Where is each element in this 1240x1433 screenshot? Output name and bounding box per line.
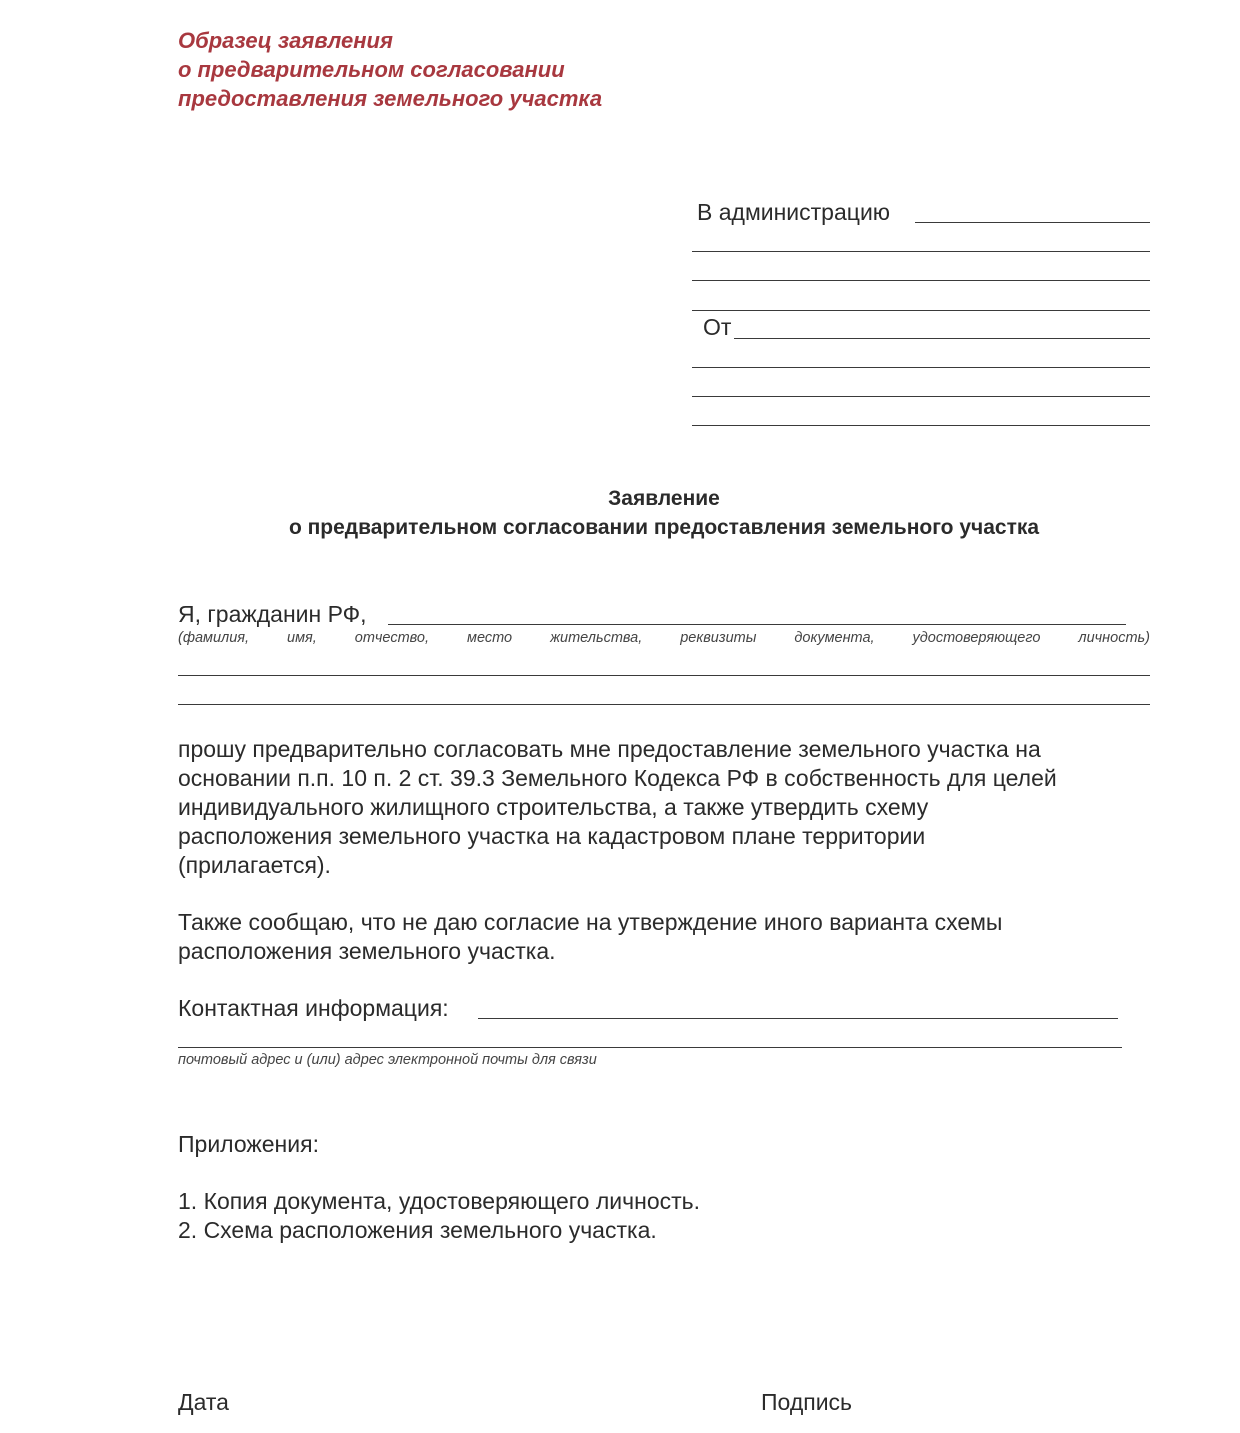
paragraph-line: индивидуального жилищного строительства, а также утвердить схему (178, 794, 929, 820)
hint-word: удостоверяющего (912, 630, 1041, 646)
applicant-field-line[interactable] (178, 675, 1150, 676)
paragraph-line: расположения земельного участка. (178, 938, 556, 964)
paragraph-line: прошу предварительно согласовать мне предоставление земельного участка на (178, 736, 1041, 762)
hint-word: отчество, (354, 630, 430, 646)
sample-title-line: Образец заявления (178, 28, 393, 53)
to-administration-label: В администрацию (697, 199, 891, 225)
hint-word: реквизиты (680, 630, 757, 646)
sample-title-line: предоставления земельного участка (178, 86, 603, 111)
from-field-line[interactable] (692, 367, 1150, 368)
hint-word: имя, (287, 630, 317, 646)
applicant-field-line[interactable] (178, 704, 1150, 705)
administration-field[interactable] (915, 222, 1150, 223)
attachments-label: Приложения: (178, 1131, 319, 1157)
from-label: От (703, 314, 732, 340)
applicant-hint (178, 630, 1150, 646)
from-field-line[interactable] (692, 396, 1150, 397)
contact-field-line[interactable] (178, 1047, 1122, 1048)
hint-word: жительства, (550, 630, 643, 646)
from-field-line[interactable] (692, 425, 1150, 426)
consent-paragraph (178, 908, 1158, 966)
paragraph-line: (прилагается). (178, 852, 331, 878)
hint-word: место (467, 630, 513, 646)
administration-field-line[interactable] (692, 251, 1150, 252)
contact-hint: почтовый адрес и (или) адрес электронной почты для связи (178, 1052, 597, 1068)
hint-word: личность) (1078, 630, 1150, 646)
sample-title (178, 26, 878, 113)
paragraph-line: основании п.п. 10 п. 2 ст. 39.3 Земельного Кодекса РФ в собственность для целей (178, 765, 1057, 791)
signature-label: Подпись (761, 1389, 853, 1415)
document-subtitle: о предварительном согласовании предоставления земельного участка (288, 516, 1040, 539)
paragraph-line: Также сообщаю, что не даю согласие на утверждение иного варианта схемы (178, 909, 1003, 935)
attachment-item: 1. Копия документа, удостоверяющего личность. (178, 1188, 701, 1214)
contact-label: Контактная информация: (178, 995, 449, 1021)
administration-field-line[interactable] (692, 280, 1150, 281)
attachment-item: 2. Схема расположения земельного участка. (178, 1217, 657, 1243)
document-title: Заявление (608, 487, 720, 510)
request-paragraph (178, 735, 1158, 880)
from-field[interactable] (734, 338, 1150, 339)
date-label: Дата (178, 1389, 229, 1415)
hint-word: документа, (794, 630, 875, 646)
contact-field[interactable] (478, 1018, 1118, 1019)
administration-field-line[interactable] (692, 310, 1150, 311)
paragraph-line: расположения земельного участка на кадастровом плане территории (178, 823, 926, 849)
hint-word: (фамилия, (178, 630, 250, 646)
sample-title-line: о предварительном согласовании (178, 57, 565, 82)
applicant-label: Я, гражданин РФ, (178, 601, 367, 627)
applicant-field[interactable] (388, 624, 1126, 625)
